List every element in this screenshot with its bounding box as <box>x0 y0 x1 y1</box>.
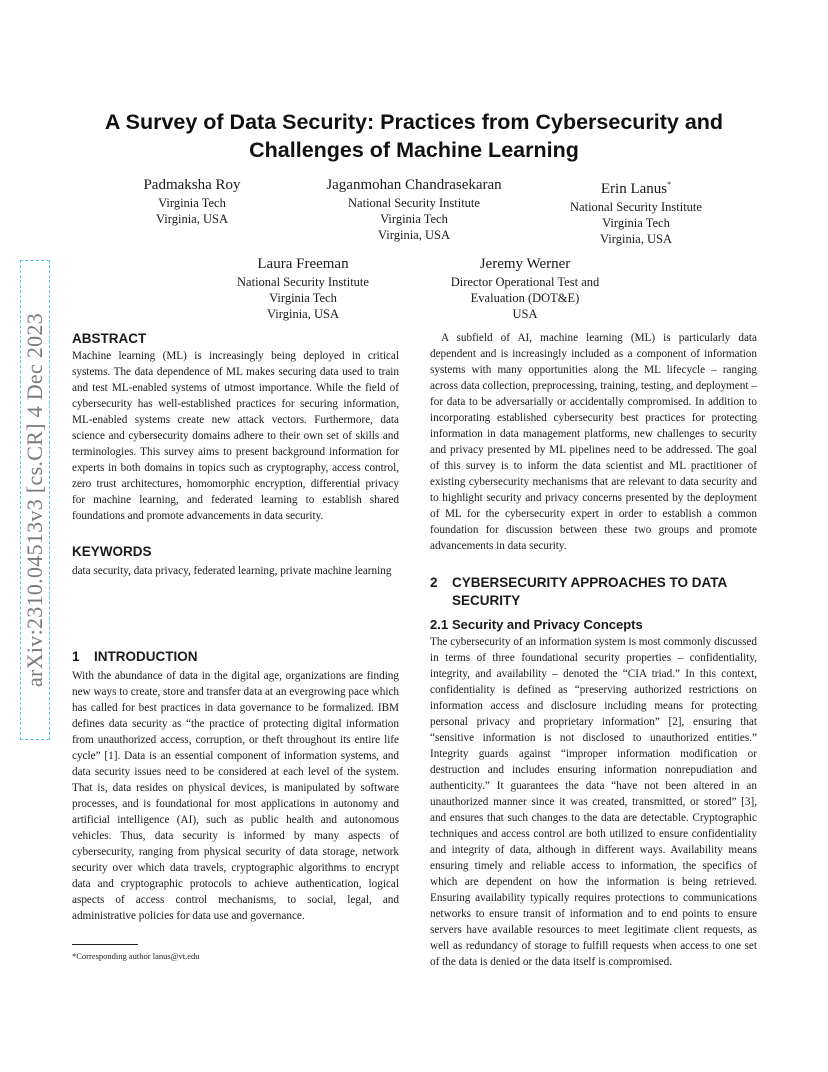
keywords-text: data security, data privacy, federated learning, private machine learning <box>72 565 392 577</box>
author-affiliation: Virginia Tech <box>602 216 670 230</box>
author-block <box>420 254 630 322</box>
author-affiliation: National Security Institute <box>348 196 480 210</box>
footnote-rule <box>72 944 138 945</box>
footnote: *Corresponding author lanus@vt.edu <box>72 951 200 961</box>
keywords-heading: KEYWORDS <box>72 544 152 559</box>
author-name: Jeremy Werner <box>479 256 571 272</box>
author-affiliation: Virginia, USA <box>267 307 339 321</box>
section-2-1-text: The cybersecurity of an information system is most commonly discussed in terms of three foundational security properties – confidentiality, integrity, and availability – denoted the “CIA triad.” In this context, confidentiality is defined as “preserving authorized restrictions on information access and disclosure including means for protecting personal privacy and proprietary information” [2], ensuring that “sensitive information is not disclosed to unauthorized entities.” Integrity guards against “improper information modification or destruction and includes ensuring information nonrepudiation and authenticity.” It guarantees the data “have not been altered in an unauthorized manner since it was created, transmitted, or stored” [3], and ensures that such changes to the data are detectable. Cryptographic techniques and access control are both utilized to ensure confidentiality and integrity of data, although in different ways. Availability means ensuring timely and reliable access to information, the specifics of which are dependent on how the information is being retrieved. Ensuring availability typically requires protections to communications networks to ensure transit of information and to end points to ensure servers have available resources to meet legitimate client requests, as well as redundancy of storage to fulfill requests when access to one set of the data is denied or the data itself is compromised. <box>430 636 757 968</box>
abstract-section <box>72 330 399 524</box>
author-affiliation: USA <box>512 307 538 321</box>
ml-paragraph: A subfield of AI, machine learning (ML) is particularly data dependent and is increasingly included as a component of information systems with many opportunities along the ML lifecycle – ranging across data collection, preprocessing, training, testing, and deployment – for data to be adversarially or accidentally compromised. In addition to incorporating established cybersecurity best practices for protecting information in data management platforms, new challenges to security and privacy presented by ML pipelines need to be addressed. The goal of this survey is to inform the data scientist and ML practitioner of existing cybersecurity mechanisms that are relevant to data security and to highlight security and privacy concerns presented by the deployment of ML for the cybersecurity expert in order to establish a common foundation for discussion between these two groups and promote advancements in data security. <box>430 332 757 552</box>
section-title-continued: SECURITY <box>452 593 521 608</box>
author-block <box>304 175 524 243</box>
author-affiliation: Virginia, USA <box>156 212 228 226</box>
author-block <box>210 254 396 322</box>
introduction-heading <box>72 648 399 666</box>
section-number: 2 <box>430 575 438 590</box>
section-title: CYBERSECURITY APPROACHES TO DATA <box>452 575 728 590</box>
author-affiliation: Evaluation (DOT&E) <box>470 291 580 305</box>
section-number: 1 <box>72 649 80 664</box>
author-block <box>546 175 726 247</box>
arxiv-id: arXiv:2310.04513v3 [cs.CR] 4 Dec 2023 <box>22 312 47 688</box>
author-name: Erin Lanus* <box>600 180 672 197</box>
paper-title <box>70 108 758 164</box>
right-column <box>430 330 757 970</box>
title-line-2: Challenges of Machine Learning <box>249 138 579 162</box>
abstract-heading: ABSTRACT <box>72 331 147 346</box>
author-affiliation: Virginia, USA <box>378 228 450 242</box>
introduction-text: With the abundance of data in the digital age, organizations are finding new ways to create, store and transfer data at an evergrowing pace which has called for best practices in data governance to be formalized. IBM defines data security as “the practice of protecting digital information from unauthorized access, corruption, or theft throughout its entire life cycle” [1]. Data is an essential component of information systems, and data security issues need to be considered at each level of the system. That is, data resides on physical devices, is manipulated by software processes, and is foundational for most applications in autonomy and artificial intelligence (AI), such as public health and autonomous vehicles. Thus, data security is informed by many aspects of cybersecurity, ranging from physical security of data storage, network security over which data travels, cryptographic algorithms to encrypt data and cryptographic protocols to achieve authentication, logical aspects of access control mechanisms, to social, legal, and administrative policies for data use and governance. <box>72 670 399 922</box>
abstract-text: Machine learning (ML) is increasingly being deployed in critical systems. The data dependence of ML makes securing data used to train and test ML-enabled systems of utmost importance. While the field of cybersecurity has well-established practices for securing information, ML-enabled systems create new attack vectors. Furthermore, data science and cybersecurity domains adhere to their own set of skills and terminologies. This survey aims to present background information for experts in both domains in topics such as cryptography, access control, zero trust architectures, homomorphic encryption, differential privacy for machine learning, and federated learning to establish shared foundations and promote advancements in data security. <box>72 350 399 522</box>
introduction-section <box>72 648 399 924</box>
arxiv-identifier-stamp <box>22 262 48 738</box>
author-name: Padmaksha Roy <box>143 177 241 193</box>
author-affiliation: Virginia Tech <box>158 196 226 210</box>
section-2-1-heading <box>430 616 757 634</box>
author-affiliation: Virginia Tech <box>269 291 337 305</box>
section-title: INTRODUCTION <box>94 649 198 664</box>
keywords-section <box>72 543 399 579</box>
author-block <box>112 175 272 227</box>
author-affiliation: Director Operational Test and <box>450 275 600 289</box>
author-name: Jaganmohan Chandrasekaran <box>326 177 502 193</box>
section-2-heading <box>430 574 757 610</box>
author-affiliation: Virginia, USA <box>600 232 672 246</box>
author-affiliation: National Security Institute <box>237 275 369 289</box>
title-line-1: A Survey of Data Security: Practices from Cybersecurity and <box>104 110 724 134</box>
author-affiliation: National Security Institute <box>570 200 702 214</box>
section-number: 2.1 <box>430 617 449 632</box>
author-affiliation: Virginia Tech <box>380 212 448 226</box>
corresponding-mark: * <box>667 180 672 189</box>
section-title: Security and Privacy Concepts <box>452 617 643 632</box>
author-name: Laura Freeman <box>257 256 349 272</box>
